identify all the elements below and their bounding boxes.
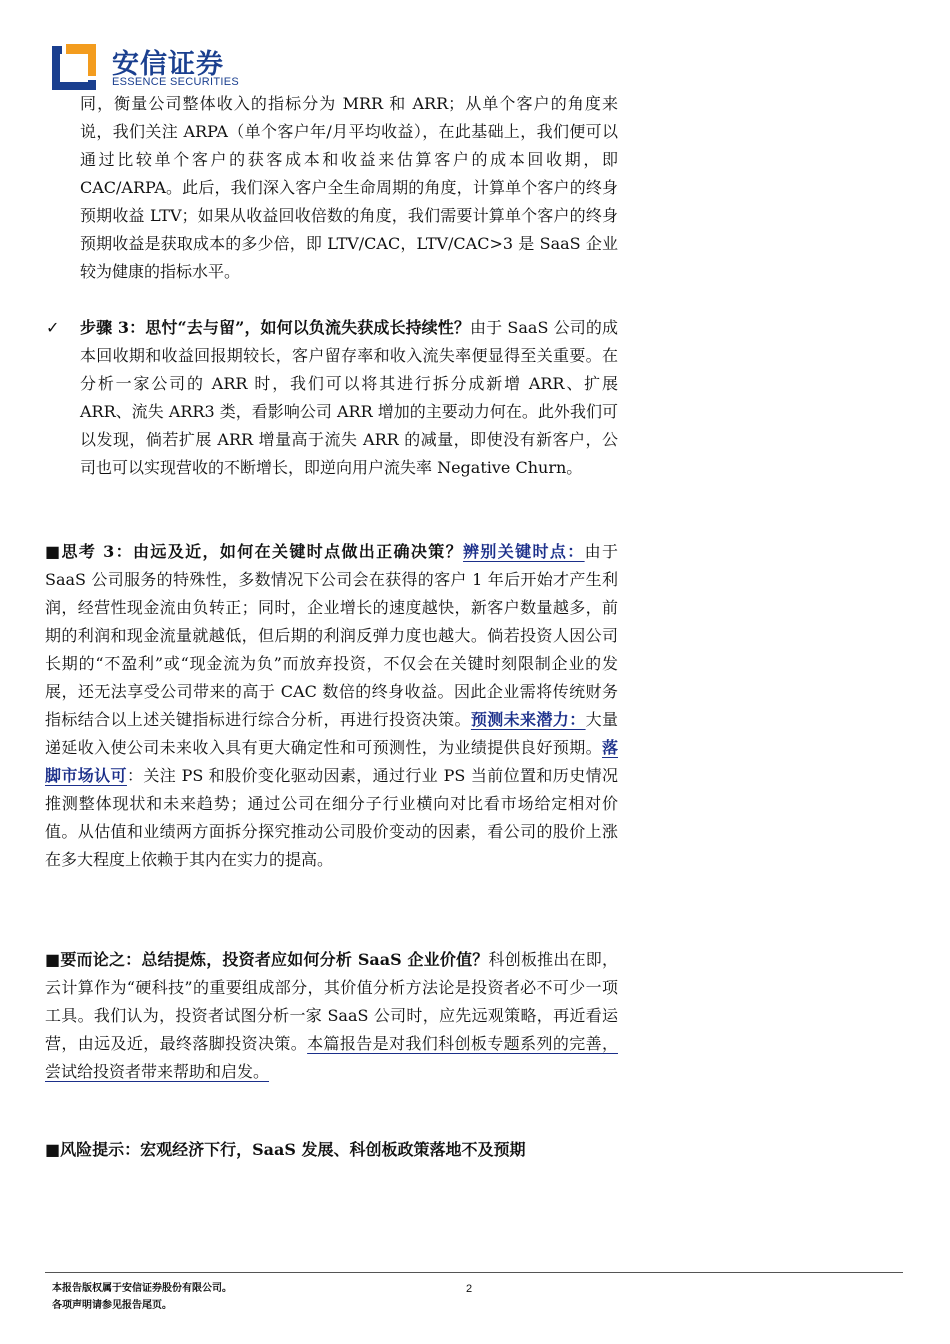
paragraph-summary	[45, 946, 618, 1086]
company-logo	[52, 40, 252, 96]
summary-heading: ■要而论之：总结提炼，投资者应如何分析 SaaS 企业价值？	[45, 950, 489, 969]
paragraph-metrics: 同，衡量公司整体收入的指标分为 MRR 和 ARR；从单个客户的角度来说，我们关注 ARPA（单个客户年/月平均收益），在此基础上，我们便可以通过比较单个客户的获客成本和收益来估算客户的成本回收期，即 CAC/ARPA。此后，我们深入客户全生命周期的角度，计算单个客户的终身预期收益 LTV；如果从收益回收倍数的角度，我们需要计算单个客户的终身预期收益是获取成本的多少倍，即 LTV/CAC，LTV/CAC>3 是 SaaS 企业较为健康的指标水平。	[80, 94, 618, 281]
paragraph-think3	[45, 538, 618, 874]
summary-underlined-text: 本篇报告是对我们科创板专题系列的完善，尝试给投资者带来帮助和启发。	[45, 1034, 618, 1081]
checkmark-icon: ✓	[46, 318, 60, 337]
think3-heading: ■思考 3：由远及近，如何在关键时点做出正确决策？	[45, 542, 464, 561]
footer-divider	[45, 1272, 903, 1273]
key-point-identify-timing: 辨别关键时点：	[463, 542, 585, 561]
think3-text-2: 大量递延收入使公司未来收入具有更大确定性和可预测性，为业绩提供良好预期。	[45, 710, 618, 757]
step3-text: 由于 SaaS 公司的成本回收期和收益回报期较长，客户留存率和收入流失率便显得至关重要。在分析一家公司的 ARR 时，我们可以将其进行拆分成新增 ARR、扩展 ARR、流失 ARR3 类，看影响公司 ARR 增加的主要动力何在。此外我们可以发现，倘若扩展 ARR 增量高于流失 ARR 的减量，即使没有新客户，公司也可以实现营收的不断增长，即逆向用户流失率 Negative Churn。	[80, 318, 618, 477]
key-point-market-recognition: 落脚市场认可	[45, 738, 618, 785]
logo-mark-icon	[52, 40, 100, 90]
footer-copyright: 本报告版权属于安信证券股份有限公司。	[52, 1283, 232, 1294]
footer-disclaimer: 各项声明请参见报告尾页。	[52, 1300, 172, 1311]
page-number: 2	[466, 1283, 473, 1295]
risk-warning: ■风险提示：宏观经济下行，SaaS 发展、科创板政策落地不及预期	[45, 1140, 526, 1159]
think3-text-1: 由于 SaaS 公司服务的特殊性，多数情况下公司会在获得的客户 1 年后开始才产生利润，经营性现金流由负转正；同时，企业增长的速度越快，新客户数量越多，前期的利润和现金流量就越低，但后期的利润反弹力度也越大。倘若投资人因公司长期的“不盈利”或“现金流为负”而放弃投资，不仅会在关键时刻限制企业的发展，还无法享受公司带来的高于 CAC 数倍的终身收益。因此企业需将传统财务指标结合以上述关键指标进行综合分析，再进行投资决策。	[45, 542, 618, 729]
think3-text-3: ：关注 PS 和股价变化驱动因素，通过行业 PS 当前位置和历史情况推测整体现状和未来趋势；通过公司在细分子行业横向对比看市场给定相对价值。从估值和业绩两方面拆分探究推动公司股价变动的因素，看公司的股价上涨在多大程度上依赖于其内在实力的提高。	[45, 766, 618, 869]
logo-english-name: ESSENCE SECURITIES	[112, 76, 240, 88]
logo-chinese-name: 安信证券	[112, 49, 224, 80]
summary-text: 科创板推出在即，云计算作为“硬科技”的重要组成部分，其价值分析方法论是投资者必不可少一项工具。我们认为，投资者试图分析一家 SaaS 公司时，应先远观策略，再近看运营，由远及近，最终落脚投资决策。	[45, 950, 618, 1053]
key-point-predict-potential: 预测未来潜力：	[470, 710, 586, 729]
step3-heading: 步骤 3：思忖“去与留”，如何以负流失获成长持续性？	[80, 318, 471, 337]
paragraph-step3	[80, 314, 618, 482]
